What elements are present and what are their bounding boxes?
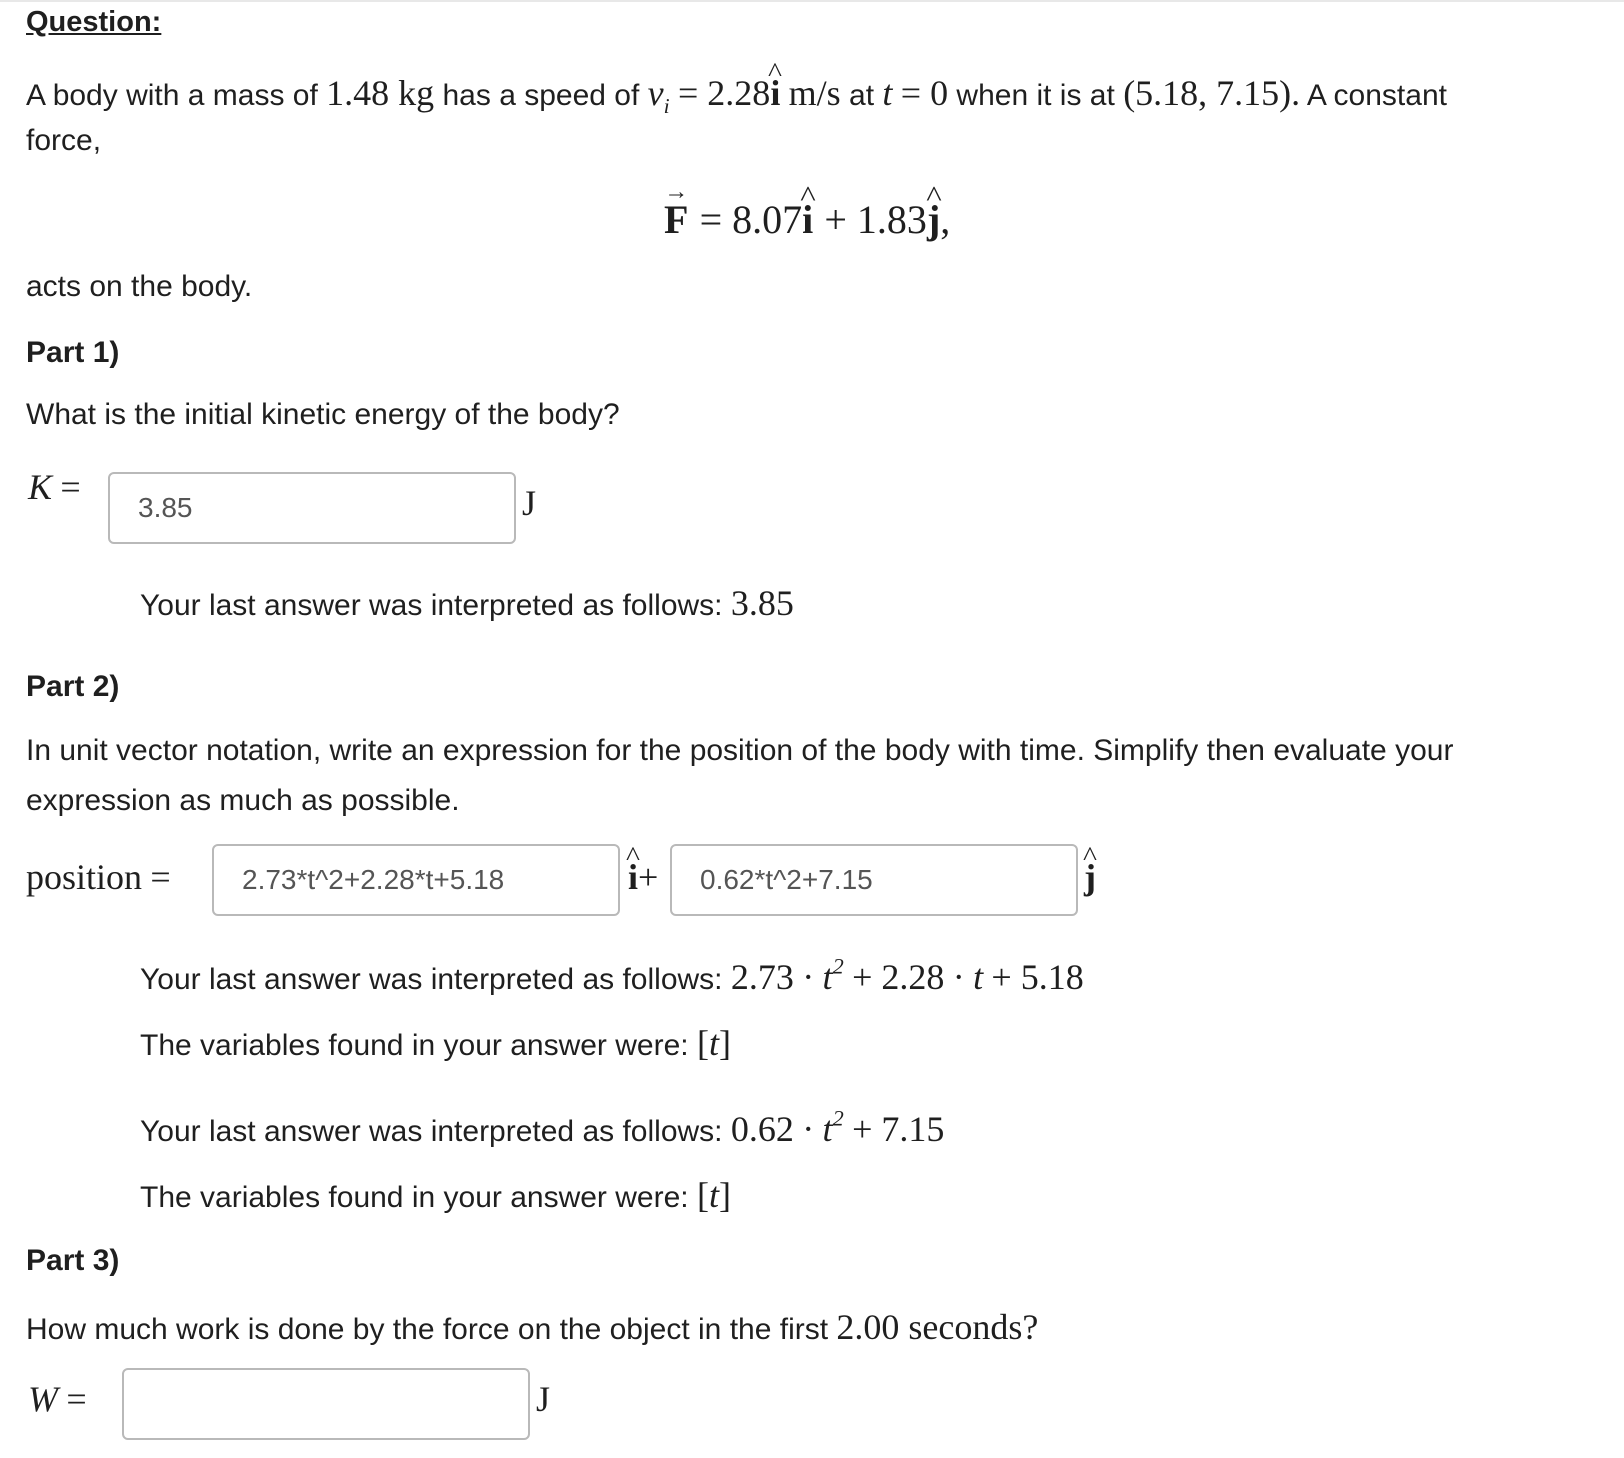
part3-label: Part 3) <box>26 1244 120 1277</box>
intro-text-2: has a speed of <box>442 79 640 112</box>
force-comma: , <box>940 197 951 242</box>
part2-prompt-line2: expression as much as possible. <box>26 784 460 817</box>
k-var: K <box>28 467 53 507</box>
part2-vars2-text: The variables found in your answer were: <box>140 1181 689 1214</box>
part3-prompt <box>26 1306 1038 1348</box>
part1-feedback-value: 3.85 <box>730 583 794 623</box>
vi-subscript: i <box>663 94 670 119</box>
part2-feedback1: Your last answer was interpreted as follows: $2.73 \cdot t^2 + 2.28 \cdot t + 5.18$ <box>140 953 1084 997</box>
t-equals-zero: = 0 <box>900 73 949 113</box>
w-var: W <box>28 1379 58 1419</box>
part3-unit: J <box>536 1379 551 1419</box>
position-unit-j-wrap <box>1084 856 1096 898</box>
work-input[interactable] <box>122 1368 530 1440</box>
position-unit-i: i ^ <box>628 856 638 898</box>
part2-vars2-value: t <box>708 1175 719 1215</box>
part3-time: 2.00 seconds? <box>836 1307 1039 1347</box>
speed-unit: m/s <box>788 73 841 113</box>
force-unit-i: i ^ <box>802 196 813 243</box>
fb1-coef-c: + 5.18 <box>991 957 1084 997</box>
position-i-input[interactable] <box>212 844 620 916</box>
part3-prompt-text: How much work is done by the force on the object in the first <box>26 1313 829 1346</box>
intro-text-3: at <box>849 79 875 112</box>
position-j-input[interactable] <box>670 844 1078 916</box>
position-unit-j: j ^ <box>1084 856 1096 898</box>
part2-vars1-text: The variables found in your answer were: <box>140 1029 689 1062</box>
i-plus-label <box>628 856 658 898</box>
part2-vars1-value: t <box>708 1023 719 1063</box>
vi-value: = 2.28 <box>678 73 771 113</box>
top-divider <box>0 0 1624 2</box>
intro-text-5: A constant <box>1306 79 1447 112</box>
question-intro-line1 <box>26 72 1447 119</box>
part1-var-label <box>28 466 81 508</box>
part2-prompt-line1: In unit vector notation, write an expression for the position of the body with time. Simplify then evaluate your <box>26 734 1454 767</box>
part2-feedback1-text: Your last answer was interpreted as follows: <box>140 963 723 996</box>
force-symbol: F → <box>664 196 688 243</box>
part1-unit: J <box>522 483 537 523</box>
fb1-coef-a: 2.73 <box>730 957 794 997</box>
part1-label: Part 1) <box>26 336 120 369</box>
position-plus: + <box>638 857 659 897</box>
mass-value: 1.48 kg <box>326 73 435 113</box>
force-equation <box>664 196 950 243</box>
fb1-coef-b: + 2.28 <box>852 957 945 997</box>
acts-text: acts on the body. <box>26 270 253 303</box>
vi-symbol <box>647 73 670 119</box>
intro-text-4: when it is at <box>956 79 1115 112</box>
force-x: = 8.07 <box>699 197 803 242</box>
position-equals: = <box>150 857 171 897</box>
unit-vector-i: i ^ <box>770 72 780 114</box>
vi-var: v <box>647 73 664 113</box>
part2-label: Part 2) <box>26 670 120 703</box>
force-unit-j: j ^ <box>927 196 940 243</box>
position-label <box>26 856 171 898</box>
part1-feedback-text: Your last answer was interpreted as follows: <box>140 589 723 622</box>
intro-text-1: A body with a mass of <box>26 79 318 112</box>
w-equals: = <box>66 1379 87 1419</box>
part2-feedback2: Your last answer was interpreted as follows: $0.62 \cdot t^2 + 7.15$ <box>140 1105 945 1149</box>
part2-feedback2-text: Your last answer was interpreted as follows: <box>140 1115 723 1148</box>
part2-vars2: The variables found in your answer were: [t] <box>140 1175 731 1215</box>
intro-text-6: force, <box>26 124 102 157</box>
k-equals: = <box>60 467 81 507</box>
part3-var-label <box>28 1378 87 1420</box>
position-var: position <box>26 857 143 897</box>
initial-position: (5.18, 7.15). <box>1123 73 1301 113</box>
part1-prompt: What is the initial kinetic energy of the body? <box>26 398 620 431</box>
fb2-coef-a: 0.62 <box>730 1109 794 1149</box>
t-var: t <box>882 73 893 113</box>
fb2-coef-b: + 7.15 <box>852 1109 945 1149</box>
part1-feedback <box>140 582 794 624</box>
question-heading: Question: <box>26 6 162 38</box>
kinetic-energy-input[interactable] <box>108 472 516 544</box>
force-y: + 1.83 <box>824 197 927 242</box>
part2-vars1: The variables found in your answer were: [t] <box>140 1023 731 1063</box>
